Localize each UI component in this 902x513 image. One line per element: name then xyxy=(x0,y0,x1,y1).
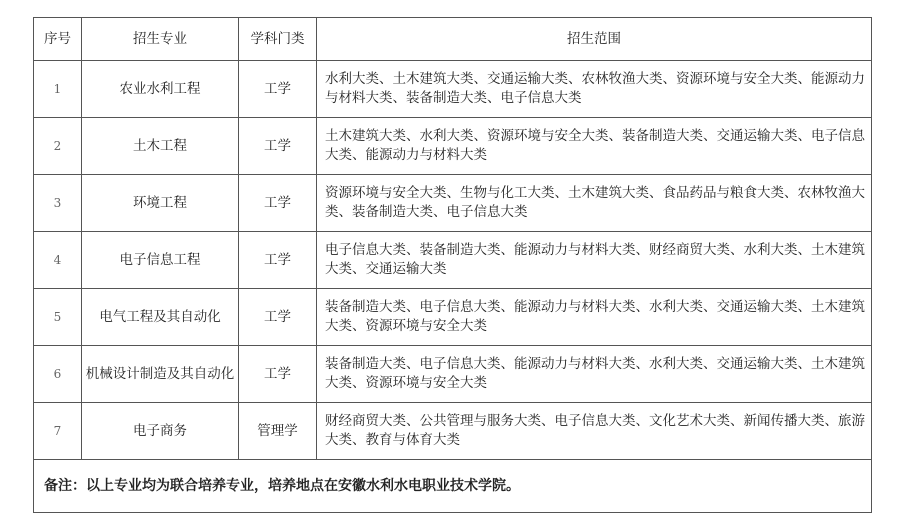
header-scope: 招生范围 xyxy=(317,18,872,61)
row-major: 电子商务 xyxy=(82,403,239,460)
table-row xyxy=(34,175,872,232)
table-row xyxy=(34,232,872,289)
header-index: 序号 xyxy=(34,18,82,61)
row-category: 工学 xyxy=(239,232,317,289)
row-scope: 土木建筑大类、水利大类、资源环境与安全大类、装备制造大类、交通运输大类、电子信息大类、能源动力与材料大类 xyxy=(317,118,872,175)
row-major: 机械设计制造及其自动化 xyxy=(82,346,239,403)
row-category: 工学 xyxy=(239,289,317,346)
row-index: 1 xyxy=(34,61,82,118)
row-major: 土木工程 xyxy=(82,118,239,175)
table-note: 备注：以上专业均为联合培养专业，培养地点在安徽水利水电职业技术学院。 xyxy=(34,460,872,513)
row-major: 电气工程及其自动化 xyxy=(82,289,239,346)
row-index: 5 xyxy=(34,289,82,346)
table-row xyxy=(34,118,872,175)
row-category: 工学 xyxy=(239,61,317,118)
row-scope: 装备制造大类、电子信息大类、能源动力与材料大类、水利大类、交通运输大类、土木建筑大类、资源环境与安全大类 xyxy=(317,289,872,346)
row-major: 电子信息工程 xyxy=(82,232,239,289)
header-category: 学科门类 xyxy=(239,18,317,61)
row-category: 工学 xyxy=(239,118,317,175)
row-major: 环境工程 xyxy=(82,175,239,232)
row-category: 工学 xyxy=(239,175,317,232)
row-index: 2 xyxy=(34,118,82,175)
note-row xyxy=(34,460,872,513)
table-row xyxy=(34,61,872,118)
row-category: 工学 xyxy=(239,346,317,403)
header-row xyxy=(34,18,872,61)
row-scope: 资源环境与安全大类、生物与化工大类、土木建筑大类、食品药品与粮食大类、农林牧渔大类、装备制造大类、电子信息大类 xyxy=(317,175,872,232)
table-row xyxy=(34,403,872,460)
row-scope: 水利大类、土木建筑大类、交通运输大类、农林牧渔大类、资源环境与安全大类、能源动力与材料大类、装备制造大类、电子信息大类 xyxy=(317,61,872,118)
row-major: 农业水利工程 xyxy=(82,61,239,118)
enrollment-table xyxy=(33,17,872,513)
header-major: 招生专业 xyxy=(82,18,239,61)
row-index: 4 xyxy=(34,232,82,289)
row-scope: 装备制造大类、电子信息大类、能源动力与材料大类、水利大类、交通运输大类、土木建筑大类、资源环境与安全大类 xyxy=(317,346,872,403)
row-index: 6 xyxy=(34,346,82,403)
row-scope: 电子信息大类、装备制造大类、能源动力与材料大类、财经商贸大类、水利大类、土木建筑大类、交通运输大类 xyxy=(317,232,872,289)
row-scope: 财经商贸大类、公共管理与服务大类、电子信息大类、文化艺术大类、新闻传播大类、旅游大类、教育与体育大类 xyxy=(317,403,872,460)
table-row xyxy=(34,289,872,346)
row-index: 7 xyxy=(34,403,82,460)
table-row xyxy=(34,346,872,403)
row-category: 管理学 xyxy=(239,403,317,460)
row-index: 3 xyxy=(34,175,82,232)
